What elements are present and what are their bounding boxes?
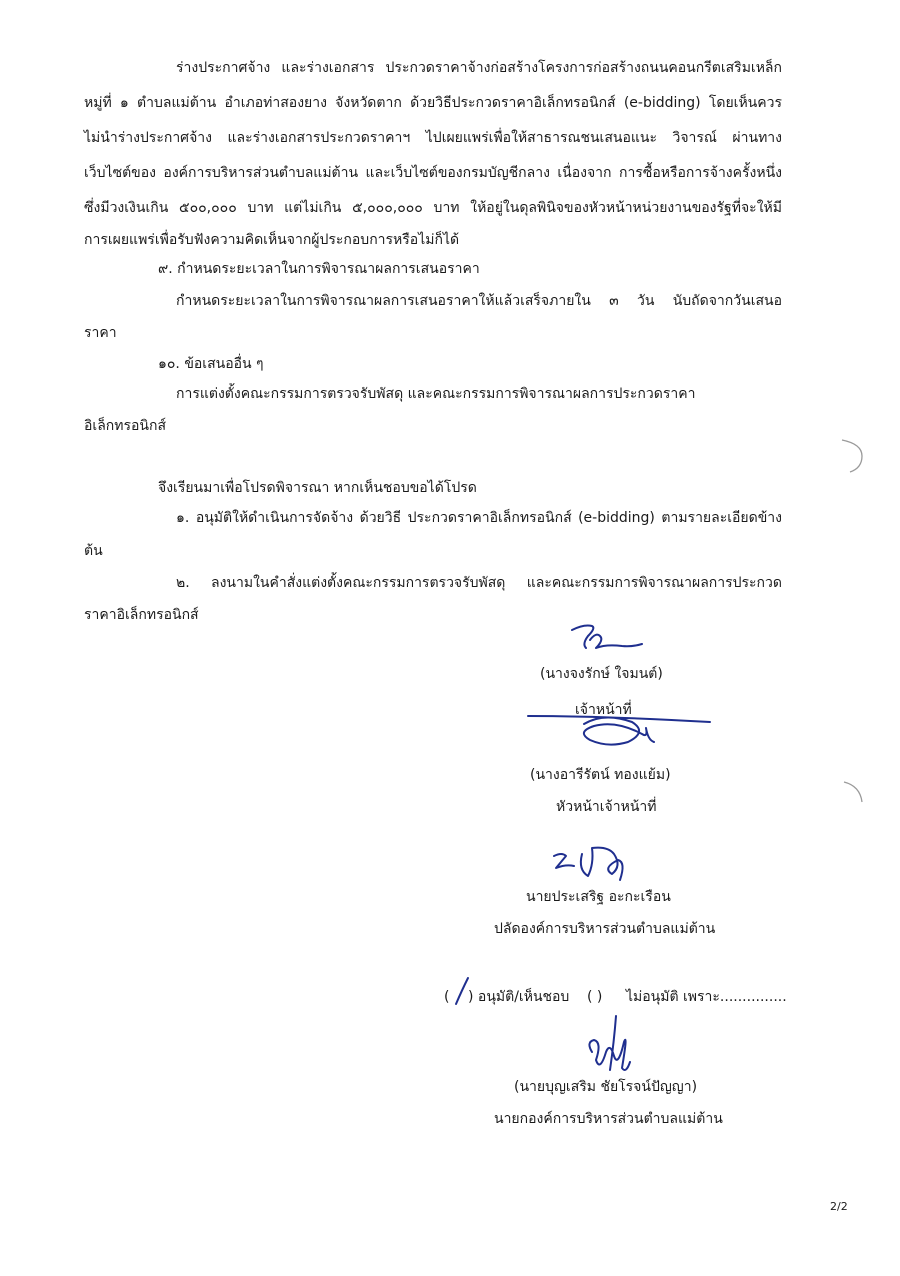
signature-4 xyxy=(576,1012,636,1082)
intro-line-3: ไม่นำร่างประกาศจ้าง และร่างเอกสารประกวดราคาฯ ไปเผยแพร่เพื่อให้สาธารณชนเสนอแนะ วิจารณ์ ผ่านทาง xyxy=(84,130,782,146)
intro-line-1: ร่างประกาศจ้าง และร่างเอกสาร ประกวดราคาจ้างก่อสร้างโครงการก่อสร้างถนนคอนกรีตเสริมเหล็ก xyxy=(176,60,782,76)
approval-reject-text: ไม่อนุมัติ เพราะ............... xyxy=(626,989,787,1005)
request-item2-line-2: ราคาอิเล็กทรอนิกส์ xyxy=(84,607,199,623)
signatory-2-position: หัวหน้าเจ้าหน้าที่ xyxy=(556,799,657,815)
request-item1-line-2: ต้น xyxy=(84,543,103,559)
signatory-1-position: เจ้าหน้าที่ xyxy=(575,702,632,718)
signatory-4-position: นายกองค์การบริหารส่วนตำบลแม่ต้าน xyxy=(494,1111,723,1127)
approval-approve-text: ) อนุมัติ/เห็นชอบ xyxy=(468,989,570,1005)
signature-2 xyxy=(524,704,714,754)
signatory-4-name: (นายบุญเสริม ชัยโรจน์ปัญญา) xyxy=(514,1079,698,1095)
scan-edge-mark-2 xyxy=(840,778,870,808)
request-item1-line-1: ๑. อนุมัติให้ดำเนินการจัดจ้าง ด้วยวิธี ประกวดราคาอิเล็กทรอนิกส์ (e-bidding) ตามรายละเอียดข้าง xyxy=(176,510,782,526)
section10-line-2: อิเล็กทรอนิกส์ xyxy=(84,418,166,434)
intro-line-4: เว็บไซต์ของ องค์การบริหารส่วนตำบลแม่ต้าน และเว็บไซต์ของกรมบัญชีกลาง เนื่องจาก การซื้อหรือการจ้างครั้งหนึ่ง xyxy=(84,165,782,181)
intro-line-2: หมู่ที่ ๑ ตำบลแม่ต้าน อำเภอท่าสองยาง จังหวัดตาก ด้วยวิธีประกวดราคาอิเล็กทรอนิกส์ (e-bidding) โดยเห็นควร xyxy=(84,95,782,111)
approval-reject-box[interactable]: ( ) xyxy=(587,989,603,1005)
section9-line-2: ราคา xyxy=(84,325,117,341)
signature-1 xyxy=(566,618,656,662)
signatory-3-position: ปลัดองค์การบริหารส่วนตำบลแม่ต้าน xyxy=(494,921,716,937)
section10-heading: ๑๐. ข้อเสนออื่น ๆ xyxy=(158,356,264,372)
page-number: 2/2 xyxy=(830,1200,848,1213)
signatory-3-name: นายประเสริฐ อะกะเรือน xyxy=(526,889,671,905)
request-item2-line-1: ๒. ลงนามในคำสั่งแต่งตั้งคณะกรรมการตรวจรับพัสดุ และคณะกรรมการพิจารณาผลการประกวด xyxy=(176,575,782,591)
section9-line-1: กำหนดระยะเวลาในการพิจารณาผลการเสนอราคาให้แล้วเสร็จภายใน ๓ วัน นับถัดจากวันเสนอ xyxy=(176,293,782,309)
signature-3 xyxy=(548,840,632,886)
scan-edge-mark-1 xyxy=(838,436,868,476)
section9-heading: ๙. กำหนดระยะเวลาในการพิจารณาผลการเสนอราคา xyxy=(158,261,480,277)
intro-line-6: การเผยแพร่เพื่อรับฟังความคิดเห็นจากผู้ประกอบการหรือไม่ก็ได้ xyxy=(84,232,460,248)
intro-line-5: ซึ่งมีวงเงินเกิน ๕๐๐,๐๐๐ บาท แต่ไม่เกิน ๕,๐๐๐,๐๐๐ บาท ให้อยู่ในดุลพินิจของหัวหน้าหน่วยงานของรัฐที่จะให้มี xyxy=(84,200,782,216)
signatory-1-name: (นางจงรักษ์ ใจมนต์) xyxy=(540,666,663,682)
approval-open-paren: ( xyxy=(444,989,450,1005)
signatory-2-name: (นางอารีรัตน์ ทองแย้ม) xyxy=(530,767,671,783)
section10-line-1: การแต่งตั้งคณะกรรมการตรวจรับพัสดุ และคณะกรรมการพิจารณาผลการประกวดราคา xyxy=(176,386,696,402)
request-intro: จึงเรียนมาเพื่อโปรดพิจารณา หากเห็นชอบขอได้โปรด xyxy=(158,480,477,496)
